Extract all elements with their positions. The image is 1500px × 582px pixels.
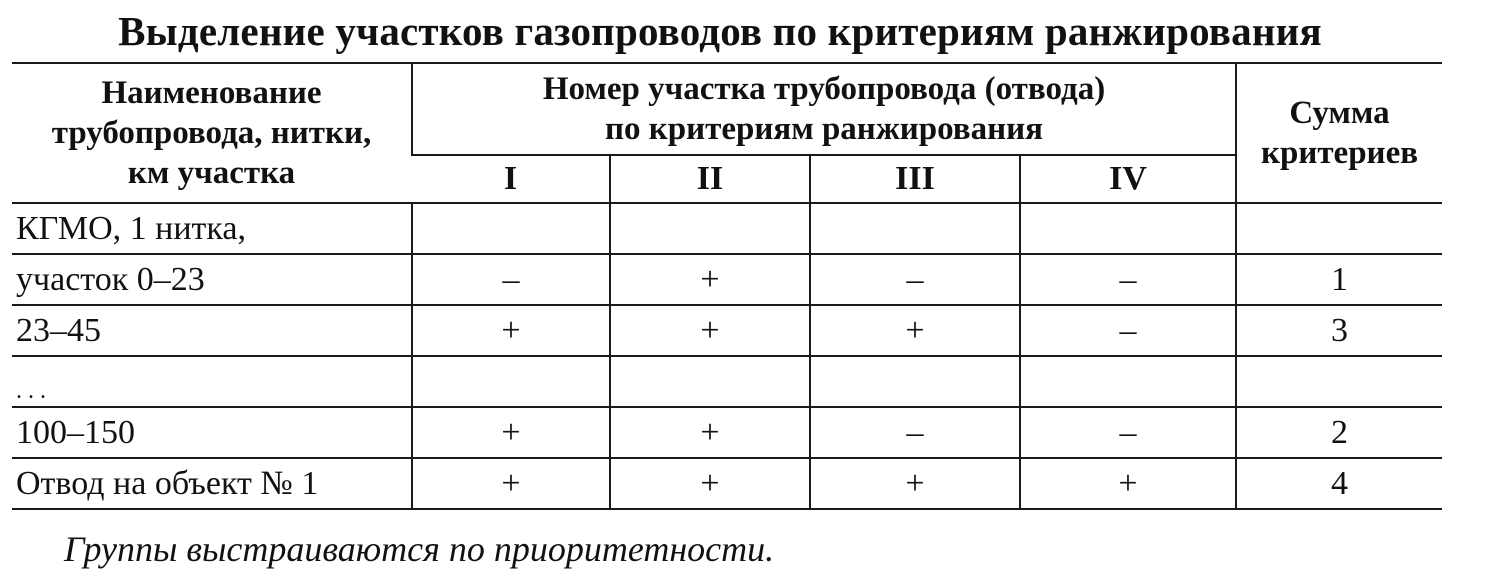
table-title: Выделение участков газопроводов по критериям ранжирования: [118, 8, 1322, 54]
cell-criterion-3: +: [810, 458, 1020, 509]
row-name: 100–150: [12, 407, 412, 458]
cell-criterion-2: [610, 356, 810, 407]
cell-criterion-3: –: [810, 254, 1020, 305]
header-pipeline-name: Наименование трубопровода, нитки, км участка: [12, 63, 412, 203]
cell-sum: 3: [1236, 305, 1442, 356]
row-name: КГМО, 1 нитка,: [12, 203, 412, 254]
header-criterion-4: IV: [1020, 155, 1236, 203]
header-criteria-sum: Сумма критериев: [1236, 63, 1442, 203]
cell-criterion-2: +: [610, 254, 810, 305]
table-row: [12, 203, 1442, 254]
cell-criterion-1: +: [412, 407, 610, 458]
cell-criterion-1: +: [412, 305, 610, 356]
ellipsis-text: ...: [16, 377, 52, 404]
table-row: [12, 407, 1442, 458]
row-name: Отвод на объект № 1: [12, 458, 412, 509]
table-row: [12, 305, 1442, 356]
cell-criterion-1: –: [412, 254, 610, 305]
row-name: участок 0–23: [12, 254, 412, 305]
header-criterion-3: III: [810, 155, 1020, 203]
cell-sum: 4: [1236, 458, 1442, 509]
cell-criterion-4: [1020, 356, 1236, 407]
row-name: [12, 356, 412, 407]
cell-criterion-4: –: [1020, 305, 1236, 356]
cell-criterion-2: +: [610, 407, 810, 458]
cell-criterion-2: +: [610, 305, 810, 356]
cell-criterion-2: +: [610, 458, 810, 509]
cell-sum: 2: [1236, 407, 1442, 458]
footnote: Группы выстраиваются по приоритетности.: [64, 529, 775, 569]
cell-criterion-4: –: [1020, 407, 1236, 458]
cell-sum: 1: [1236, 254, 1442, 305]
cell-criterion-1: +: [412, 458, 610, 509]
cell-criterion-1: [412, 203, 610, 254]
cell-criterion-3: +: [810, 305, 1020, 356]
header-section-number: Номер участка трубопровода (отвода) по критериям ранжирования: [412, 63, 1236, 155]
cell-criterion-3: –: [810, 407, 1020, 458]
cell-criterion-2: [610, 203, 810, 254]
cell-criterion-3: [810, 203, 1020, 254]
cell-criterion-1: [412, 356, 610, 407]
ranking-table: [12, 62, 1442, 510]
cell-criterion-4: –: [1020, 254, 1236, 305]
table-row: [12, 356, 1442, 407]
table-row: [12, 458, 1442, 509]
cell-criterion-3: [810, 356, 1020, 407]
header-criterion-1: I: [412, 155, 610, 203]
cell-criterion-4: [1020, 203, 1236, 254]
cell-sum: [1236, 203, 1442, 254]
cell-sum: [1236, 356, 1442, 407]
cell-criterion-4: +: [1020, 458, 1236, 509]
row-name: 23–45: [12, 305, 412, 356]
header-criterion-2: II: [610, 155, 810, 203]
table-row: [12, 254, 1442, 305]
